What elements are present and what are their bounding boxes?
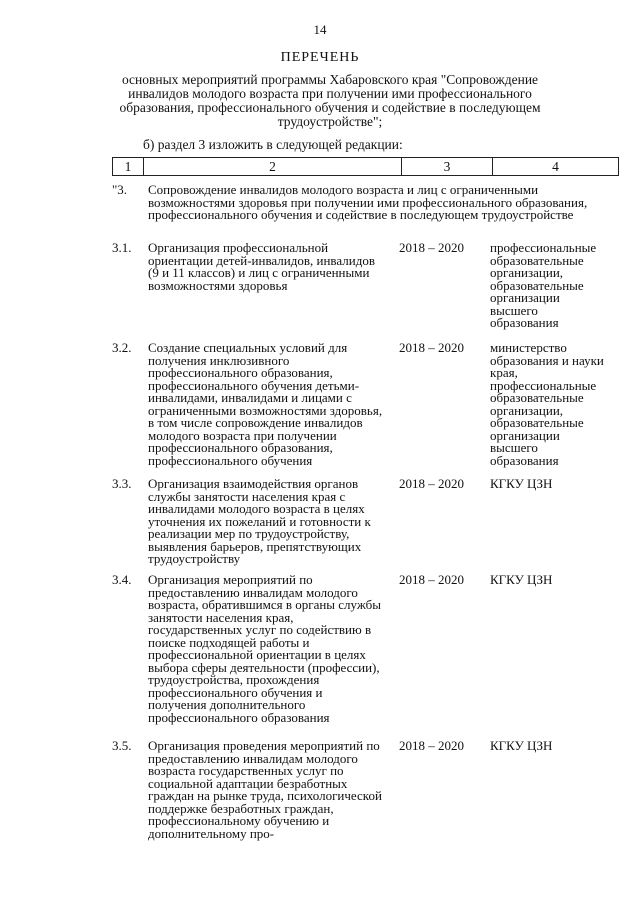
row-years: 2018 – 2020 xyxy=(399,240,464,255)
row-years: 2018 – 2020 xyxy=(399,476,464,491)
row-description: Организация мероприятий по предоставлению инвалидам молодого возраста, обратившимся в органы службы занятости населения края, государственных услуг по содействию в поиске подходящей работы и профессиональной ориентации в целях выбора сферы деятельности (профессии), трудоустройства, прохождения профессионального обучения и получения дополнительного профессионального образования xyxy=(148,572,382,725)
header-col-3: 3 xyxy=(402,158,493,176)
document-subtitle: основных мероприятий программы Хабаровского края "Сопровождение инвалидов молодого возраста при получении ими профессионального образования, профессионального обучения и содействие в последующем трудоустройстве"; xyxy=(119,72,541,129)
row-number: 3.4. xyxy=(112,572,132,587)
row-years: 2018 – 2020 xyxy=(399,738,464,753)
page-number: 14 xyxy=(313,22,327,37)
intro-text: б) раздел 3 изложить в следующей редакции: xyxy=(143,137,403,152)
section-title: Сопровождение инвалидов молодого возраста и лиц с ограниченными возможностями здоровья при получении ими профессионального образования, профессионального обучения и содействие в последующем трудоустройстве xyxy=(148,182,588,222)
section-number: "3. xyxy=(112,182,128,197)
row-executor: министерство образования и науки края, профессиональные образовательные организации, образовательные организации высшего образования xyxy=(490,340,604,468)
row-executor: КГКУ ЦЗН xyxy=(490,738,553,753)
row-number: 3.5. xyxy=(112,738,132,753)
header-col-1: 1 xyxy=(113,158,144,176)
row-years: 2018 – 2020 xyxy=(399,572,464,587)
row-description: Организация взаимодействия органов службы занятости населения края с инвалидами молодого возраста в целях уточнения их пожеланий и готовности к реализации мер по трудоустройству, выявления барьеров, препятствующих трудоустройству xyxy=(148,476,371,566)
row-years: 2018 – 2020 xyxy=(399,340,464,355)
row-number: 3.2. xyxy=(112,340,132,355)
row-executor: КГКУ ЦЗН xyxy=(490,572,553,587)
row-description: Организация профессиональной ориентации детей-инвалидов, инвалидов (9 и 11 классов) и лиц с ограниченными возможностями здоровья xyxy=(148,240,375,293)
row-description: Организация проведения мероприятий по предоставлению инвалидам молодого возраста государственных услуг по социальной адаптации безработных граждан на рынке труда, психологической поддержке безработных граждан, профессиональному обучению и дополнительному про- xyxy=(148,738,382,841)
row-number: 3.3. xyxy=(112,476,132,491)
row-executor: КГКУ ЦЗН xyxy=(490,476,553,491)
row-description: Создание специальных условий для получения инклюзивного профессионального образования, профессионального обучения детьми-инвалидами, инвалидами и лицами с ограниченными возможностями здоровья, в том числе сопровождение инвалидов молодого возраста при получении профессионального образования, профессионального обучения xyxy=(148,340,383,468)
table-header xyxy=(112,157,619,176)
header-col-2: 2 xyxy=(144,158,402,176)
row-executor: профессиональные образовательные организации, образовательные организации высшего образования xyxy=(490,240,597,330)
header-col-4: 4 xyxy=(493,158,619,176)
document-title: ПЕРЕЧЕНЬ xyxy=(280,50,360,65)
row-number: 3.1. xyxy=(112,240,132,255)
